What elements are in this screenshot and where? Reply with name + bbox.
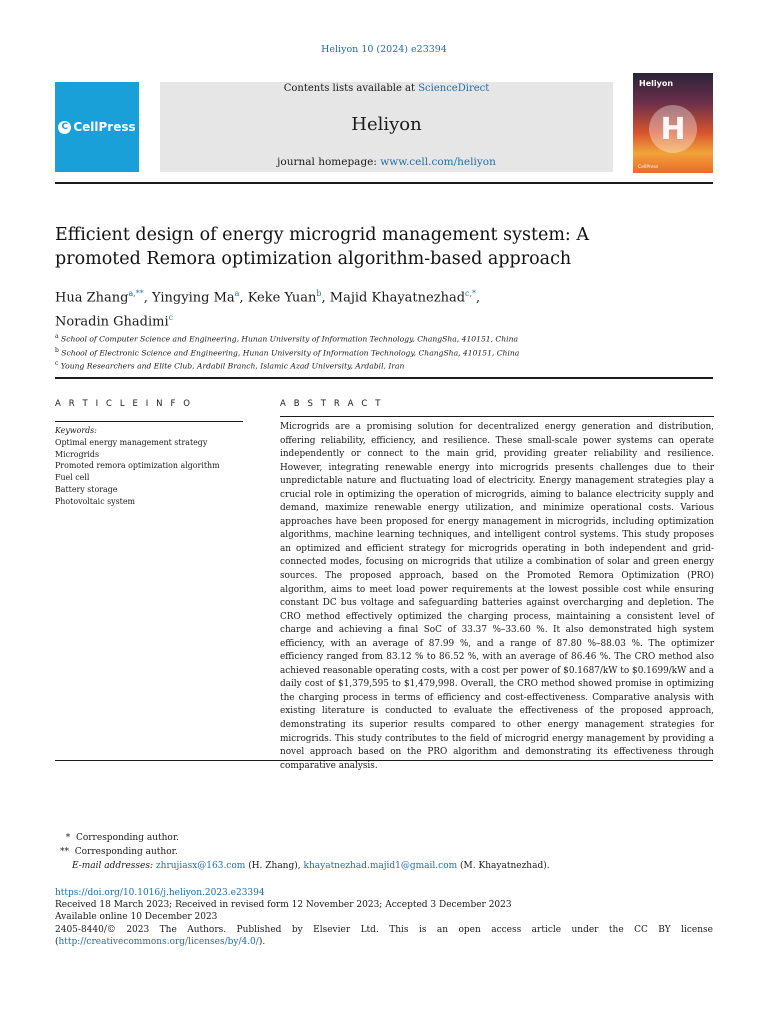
affiliation-text: Young Researchers and Elite Club, Ardabil Branch, Islamic Azad University, Ardabil, Iran xyxy=(60,361,405,371)
doi-link[interactable]: https://doi.org/10.1016/j.heliyon.2023.e23394 xyxy=(55,888,265,898)
footnote-text: Corresponding author. xyxy=(74,847,178,857)
available-online: Available online 10 December 2023 xyxy=(55,912,218,923)
author-name[interactable]: Hua Zhang xyxy=(55,290,129,306)
affiliation-text: School of Electronic Science and Engineering, Hunan University of Information Technology, ChangSha, 410151, China xyxy=(61,348,520,358)
title-line-1: Efficient design of energy microgrid management system: A xyxy=(55,225,590,245)
abstract-rule xyxy=(280,416,714,417)
email-link-khayatnezhad[interactable]: khayatnezhad.majid1@gmail.com xyxy=(303,861,458,871)
sciencedirect-link[interactable]: ScienceDirect xyxy=(418,83,490,94)
author-name[interactable]: Majid Khayatnezhad xyxy=(329,290,466,306)
keyword-item: Optimal energy management strategy xyxy=(55,437,208,447)
email-label: E-mail addresses: xyxy=(72,861,154,871)
affiliation-text: School of Computer Science and Engineering, Hunan University of Information Technology, ChangSha, 410151, China xyxy=(61,334,518,344)
cellpress-mark-icon: C xyxy=(58,121,71,134)
keyword-item: Fuel cell xyxy=(55,473,90,483)
footnote-text: Corresponding author. xyxy=(75,833,180,843)
cover-title: Heliyon xyxy=(639,79,674,88)
author-separator: , xyxy=(476,290,481,306)
paren-open: ( xyxy=(55,936,59,947)
homepage-line xyxy=(160,156,613,168)
cover-brand: CellPress xyxy=(638,165,659,170)
publication-info xyxy=(55,887,713,948)
cover-emblem xyxy=(649,105,697,153)
footnote-corresponding-1: * Corresponding author. xyxy=(60,833,180,843)
author-separator: , xyxy=(321,290,330,306)
cover-letter: H xyxy=(660,111,686,147)
footnote-emails xyxy=(60,859,720,873)
affiliation-mark: b xyxy=(55,346,59,354)
author-name[interactable]: Keke Yuan xyxy=(247,290,317,306)
header-divider xyxy=(55,182,713,184)
keyword-item: Photovoltaic system xyxy=(55,496,136,506)
affiliation-mark: a xyxy=(55,333,59,340)
author-separator: , xyxy=(143,290,153,306)
paren-close: ). xyxy=(258,936,266,947)
author-marks[interactable]: a,** xyxy=(128,289,144,298)
article-info-rule xyxy=(55,421,243,422)
article-history: Received 18 March 2023; Received in revised form 12 November 2023; Accepted 3 December 2023 xyxy=(55,900,512,911)
journal-name: Heliyon xyxy=(351,114,422,135)
email-owner: (H. Zhang), xyxy=(248,861,301,871)
publisher-logo[interactable] xyxy=(55,82,139,172)
email-owner: (M. Khayatnezhad). xyxy=(460,861,550,871)
affiliation xyxy=(55,331,715,345)
affiliation xyxy=(55,345,715,359)
license-url-line xyxy=(55,936,713,948)
homepage-prefix: journal homepage: xyxy=(277,156,381,168)
license-link[interactable]: http://creativecommons.org/licenses/by/4.0/ xyxy=(58,936,259,947)
footnote-corresponding-2: ** Corresponding author. xyxy=(60,847,178,857)
contents-prefix: Contents lists available at xyxy=(283,83,419,94)
abstract-end-divider xyxy=(55,760,713,761)
footnotes xyxy=(60,831,720,873)
author-name[interactable]: Noradin Ghadimi xyxy=(55,314,169,330)
keywords-label: Keywords: xyxy=(55,426,97,435)
keyword-item: Microgrids xyxy=(55,449,99,459)
affiliation xyxy=(55,358,715,372)
author-list xyxy=(55,284,695,333)
journal-homepage-link[interactable]: www.cell.com/heliyon xyxy=(380,156,496,168)
author-marks[interactable]: a xyxy=(234,289,240,298)
abstract-heading: A B S T R A C T xyxy=(280,399,383,409)
license-statement: 2405-8440/© 2023 The Authors. Published by Elsevier Ltd. This is an open access article under the CC BY license xyxy=(55,924,713,935)
affiliations xyxy=(55,331,715,372)
author-marks[interactable]: c xyxy=(168,313,174,323)
keyword-item: Battery storage xyxy=(55,484,118,494)
author-name[interactable]: Yingying Ma xyxy=(152,290,235,306)
title-line-2: promoted Remora optimization algorithm-based approach xyxy=(55,249,572,269)
author-separator: , xyxy=(239,290,248,306)
section-divider xyxy=(55,377,713,379)
journal-banner xyxy=(160,82,613,172)
contents-line xyxy=(160,82,613,95)
journal-citation-link[interactable]: Heliyon 10 (2024) e23394 xyxy=(321,44,447,55)
keyword-item: Promoted remora optimization algorithm xyxy=(55,461,220,471)
email-link-zhang[interactable]: zhrujiasx@163.com xyxy=(155,861,246,871)
author-marks[interactable]: c,* xyxy=(465,289,477,298)
keywords-block xyxy=(55,425,245,508)
abstract-text: Microgrids are a promising solution for decentralized energy generation and distribution, offering reliability, efficiency, and resilience. These small-scale power systems can operate independently or connect to the main grid, providing greater reliability and resilience. However, integrating renewable energy into microgrids presents challenges due to their unpredictable nature and fluctuating load of electricity. Energy management strategies play a crucial role in optimizing the operation of microgrids, aiming to balance electricity supply and demand, maximize renewable energy utilization, and minimize operational costs. Various approaches have been proposed for energy management in microgrids, including optimization algorithms, machine learning techniques, and intelligent control systems. This study proposes an optimized and efficient strategy for microgrids operating in both independent and grid-connected modes, focusing on microgrids that utilize a combination of solar and green energy sources. The proposed approach, based on the Promoted Remora Optimization (PRO) algorithm, aims to meet load power requirements at the lowest possible cost while ensuring constant DC bus voltage and safeguarding batteries against overcharging and depletion. The CRO method effectively optimized the charging process, maintaining a consistent level of charge and achieving a final SoC of 33.37 %–33.60 %. It also demonstrated high system efficiency, with an average of 87.99 %, and a range of 87.80 %–88.03 %. The optimizer efficiency ranged from 83.12 % to 86.52 %, with an average of 86.46 %. The CRO method also achieved reasonable operating costs, with a cost per power of $0.1687/kW to $0.1699/kW and a daily cost of $1,379,595 to $1,479,998. Overall, the CRO method showed promise in optimizing the charging process in terms of efficiency and cost-effectiveness. Comparative analysis with existing literature is conducted to evaluate the effectiveness of the proposed approach, demonstrating its superior results compared to other energy management strategies for microgrids. This study contributes to the field of microgrid energy management by providing a novel approach based on the PRO algorithm and demonstrating its effectiveness through comparative analysis. xyxy=(280,422,714,771)
affiliation-mark: c xyxy=(55,360,59,368)
author-marks[interactable]: b xyxy=(316,289,322,298)
journal-cover-image[interactable] xyxy=(633,73,713,173)
article-title xyxy=(55,223,695,271)
publisher-logo-text: CellPress xyxy=(73,120,136,134)
article-info-heading: A R T I C L E I N F O xyxy=(55,399,193,409)
